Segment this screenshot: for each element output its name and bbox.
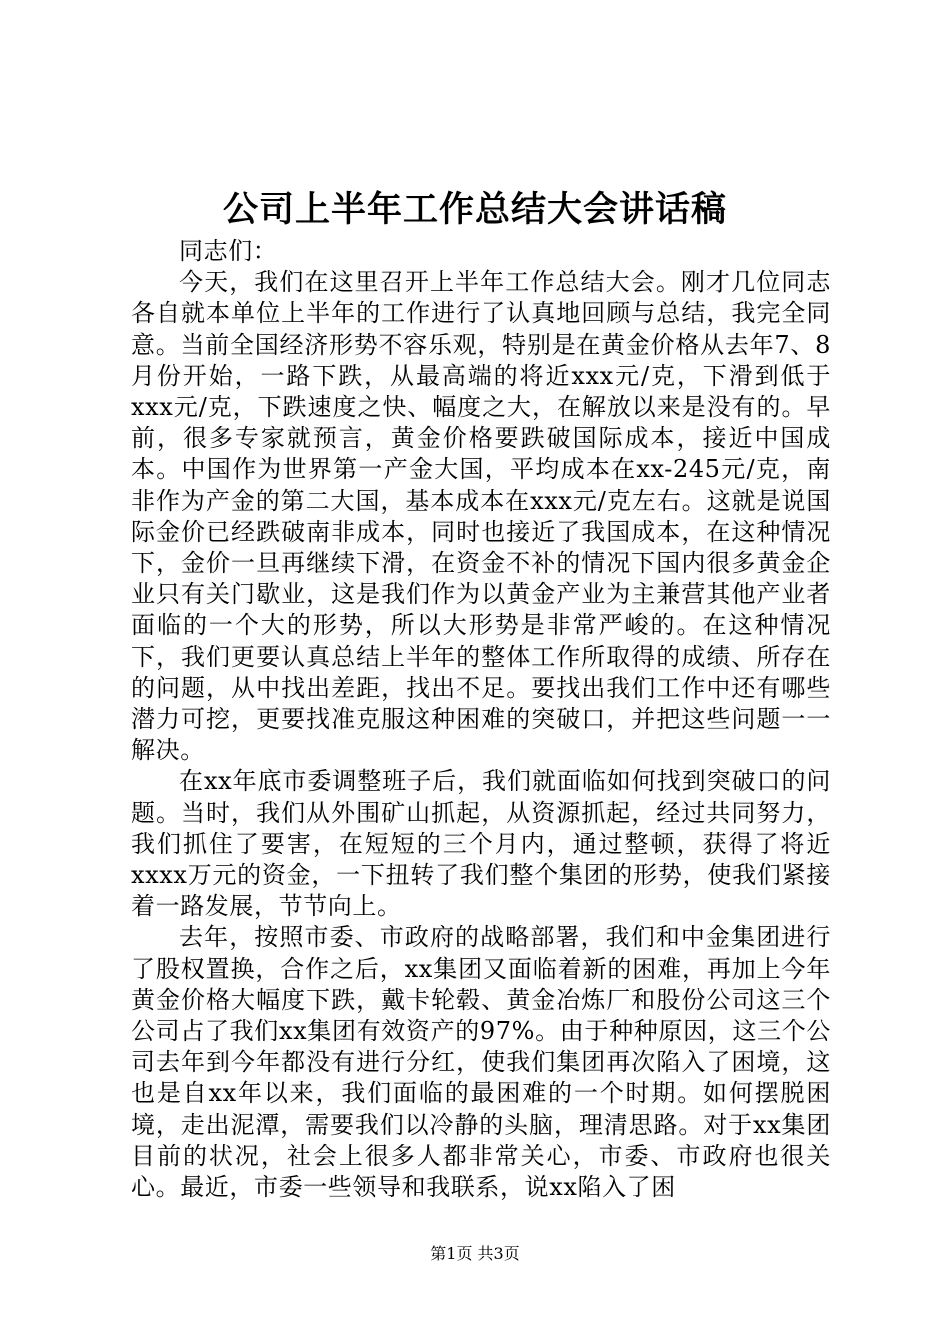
- paragraph-1: 今天，我们在这里召开上半年工作总结大会。刚才几位同志各自就本单位上半年的工作进行了认真地回顾与总结，我完全同意。当前全国经济形势不容乐观，特别是在黄金价格从去年7、8月份开始，一路下跌，从最高端的将近xxx元/克，下滑到低于xxx元/克，下跌速度之快、幅度之大，在解放以来是没有的。早前，很多专家就预言，黄金价格要跌破国际成本，接近中国成本。中国作为世界第一产金大国，平均成本在xx-245元/克，南非作为产金的第二大国，基本成本在xxx元/克左右。这就是说国际金价已经跌破南非成本，同时也接近了我国成本，在这种情况下，金价一旦再继续下滑，在资金不补的情况下国内很多黄金企业只有关门歇业，这是我们作为以黄金产业为主兼营其他产业者面临的一个大的形势，所以大形势是非常严峻的。在这种情况下，我们更要认真总结上半年的整体工作所取得的成绩、所存在的问题，从中找出差距，找出不足。要找出我们工作中还有哪些潜力可挖，更要找准克服这种困难的突破口，并把这些问题一一解决。: [131, 268, 831, 765]
- paragraph-3: 去年，按照市委、市政府的战略部署，我们和中金集团进行了股权置换，合作之后，xx集团又面临着新的困难，再加上今年黄金价格大幅度下跌，戴卡轮毂、黄金冶炼厂和股份公司这三个公司占了我们xx集团有效资产的97%。由于种种原因，这三个公司去年到今年都没有进行分红，使我们集团再次陷入了困境，这也是自xx年以来，我们面临的最困难的一个时期。如何摆脱困境，走出泥潭，需要我们以冷静的头脑，理清思路。对于xx集团目前的状况，社会上很多人都非常关心，市委、市政府也很关心。最近，市委一些领导和我联系，说xx陷入了困: [131, 923, 831, 1202]
- salutation: 同志们：: [179, 237, 278, 265]
- page-footer: 第1页 共3页: [430, 1244, 520, 1263]
- paragraph-2: 在xx年底市委调整班子后，我们就面临如何找到突破口的问题。当时，我们从外围矿山抓起，从资源抓起，经过共同努力，我们抓住了要害，在短短的三个月内，通过整顿，获得了将近xxxx万元的资金，一下扭转了我们整个集团的形势，使我们紧接着一路发展，节节向上。: [131, 767, 831, 921]
- document-body: [131, 236, 831, 1203]
- document-title: 公司上半年工作总结大会讲话稿: [222, 189, 727, 230]
